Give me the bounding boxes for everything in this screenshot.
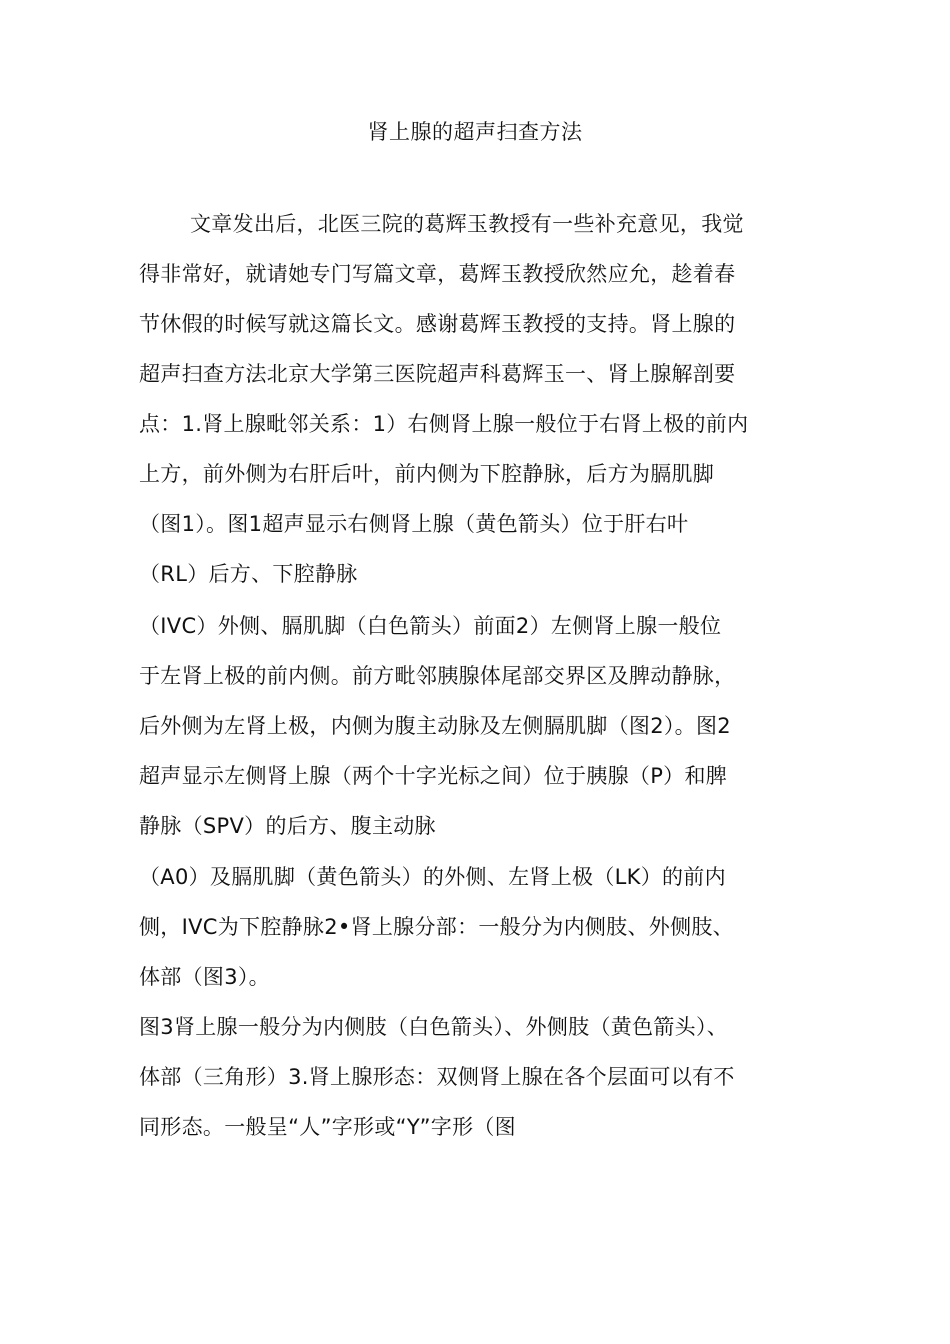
text-line-9: （IVC）外侧、膈肌脚（白色箭头）前面2）左侧肾上腺一般位 [139,614,722,638]
text-line-2: 得非常好，就请她专门写篇文章，葛辉玉教授欣然应允，趁着春 [139,262,736,286]
text-line-18: 体部（三角形）3.肾上腺形态：双侧肾上腺在各个层面可以有不 [139,1065,735,1089]
text-line-19: 同形态。一般呈“人”字形或“Y”字形（图 [139,1115,516,1139]
text-line-13: 静脉（SPV）的后方、腹主动脉 [139,814,436,838]
text-line-1: 文章发出后，北医三院的葛辉玉教授有一些补充意见，我觉 [190,212,744,236]
text-line-15: 侧，IVC为下腔静脉2•肾上腺分部：一般分为内侧肢、外侧肢、 [139,915,734,939]
text-line-3: 节休假的时候写就这篇长文。感谢葛辉玉教授的支持。肾上腺的 [139,312,736,336]
text-line-7: （图1）。图1超声显示右侧肾上腺（黄色箭头）位于肝右叶 [139,512,689,536]
text-line-8: （RL）后方、下腔静脉 [139,562,358,586]
text-line-17: 图3肾上腺一般分为内侧肢（白色箭头）、外侧肢（黄色箭头）、 [139,1015,729,1039]
text-line-6: 上方，前外侧为右肝后叶，前内侧为下腔静脉，后方为膈肌脚 [139,462,715,486]
text-line-11: 后外侧为左肾上极，内侧为腹主动脉及左侧膈肌脚（图2）。图2 [139,714,731,738]
text-line-16: 体部（图3）。 [139,965,270,989]
document-title: 肾上腺的超声扫查方法 [367,120,583,144]
text-line-4: 超声扫查方法北京大学第三医院超声科葛辉玉一、肾上腺解剖要 [139,362,736,386]
text-line-5: 点：1.肾上腺毗邻关系：1）右侧肾上腺一般位于右肾上极的前内 [139,412,749,436]
text-line-10: 于左肾上极的前内侧。前方毗邻胰腺体尾部交界区及脾动静脉， [139,664,736,688]
text-line-14: （A0）及膈肌脚（黄色箭头）的外侧、左肾上极（LK）的前内 [139,865,726,889]
text-line-12: 超声显示左侧肾上腺（两个十字光标之间）位于胰腺（P）和脾 [139,764,728,788]
